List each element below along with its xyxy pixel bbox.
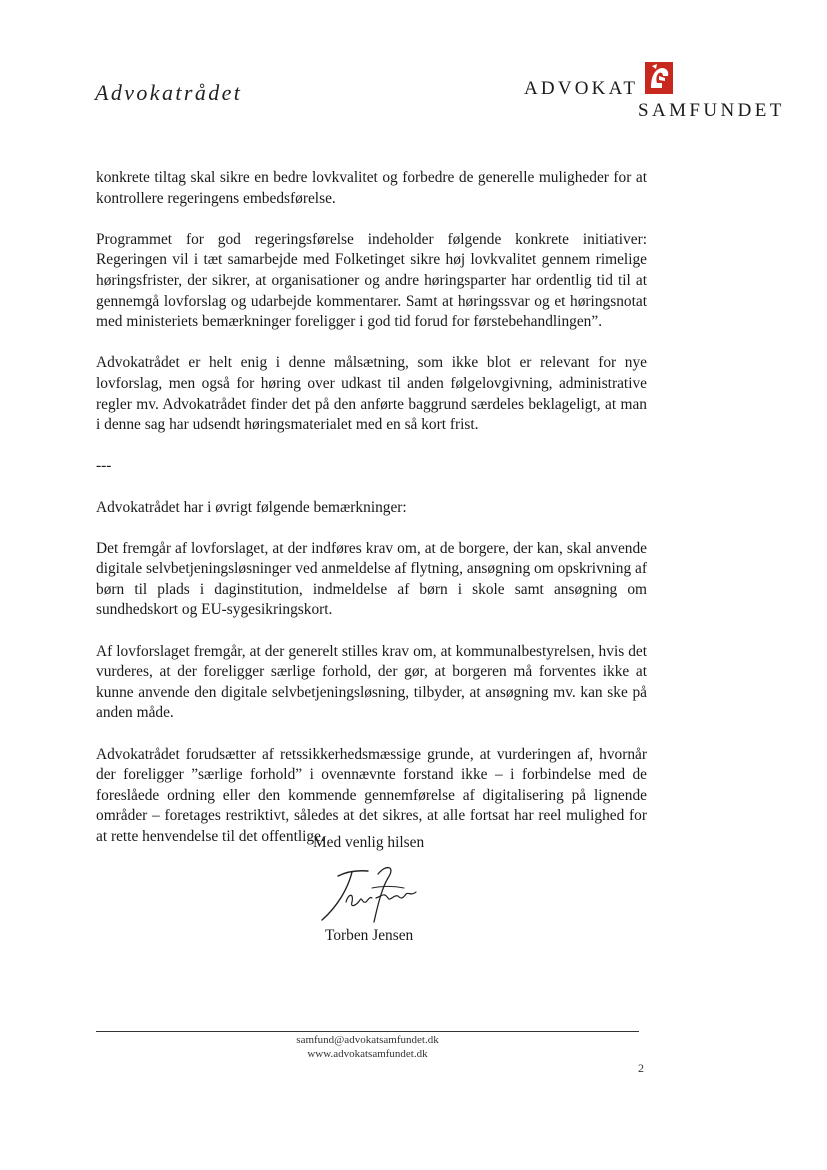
body-paragraph: Advokatrådet er helt enig i denne målsætning, som ikke blot er relevant for nye lovforslag, men også for høring over udkast til anden følgelovgivning, administrative regler mv. Advokatrådet finder det på den anførte baggrund særdeles beklageligt, at man i denne sag har udsendt høringsmaterialet med en så kort frist. [96,354,647,434]
letter-body [96,168,647,868]
body-paragraph: Det fremgår af lovforslaget, at der indføres krav om, at de borgere, der kan, skal anvende digitale selvbetjeningsløsninger ved anmeldelse af flytning, ansøgning om opskrivning af børn til plads i daginstitution, indmeldelse af børn i skole samt ansøgning om sundhedskort og EU-sygesikringskort. [96,539,647,619]
body-paragraph: Advokatrådet forudsætter af retssikkerhedsmæssige grunde, at vurderingen af, hvornår der foreligger ”særlige forhold” i ovennævnte forstand ikke – i forbindelse med de foreslåede ordning eller den kommende gennemførelse af digitalisering på lignende områder – foretages restriktivt, således at det sikres, at alle fortsat har reel mulighed for at rette henvendelse til det offentlige. [96,745,647,845]
body-paragraph: konkrete tiltag skal sikre en bedre lovkvalitet og forbedre de generelle muligheder for at kontrollere regeringens embedsførelse. [96,169,647,207]
footer-website[interactable]: www.advokatsamfundet.dk [307,1048,428,1060]
closing-salutation: Med venlig hilsen [313,834,425,851]
body-paragraph: Programmet for god regeringsførelse indeholder følgende konkrete initiativer: Regeringen vil i tæt samarbejde med Folketinget sikre høj lovkvalitet gennem rimelige høringsfrister, der sikrer, at organisationer og andre høringsparter har ordentlig tid til at gennemgå lovforslag og udarbejde kommentarer. Samt at høringssvar og et høringsnotat med ministeriets bemærkninger foreligger i god tid forud for førstebehandlingen”. [96,230,647,331]
handwritten-signature [316,858,436,928]
section-separator: --- [96,457,112,475]
logo-text-line2: SAMFUNDET [638,100,785,121]
footer-divider [96,1031,639,1032]
helmet-emblem-icon [645,62,673,94]
signer-name: Torben Jensen [325,927,414,944]
footer-email[interactable]: samfund@advokatsamfundet.dk [296,1034,439,1046]
logo-text-line1: ADVOKAT [524,78,639,99]
body-paragraph: Advokatrådet har i øvrigt følgende bemærkninger: [96,498,407,516]
page-number: 2 [638,1061,644,1075]
header-title: Advokatrådet [95,80,243,105]
body-paragraph: Af lovforslaget fremgår, at der generelt stilles krav om, at kommunalbestyrelsen, hvis det vurderes, at der foreligger særlige forhold, der gør, at borgeren må forventes ikke at kunne anvende den digitale selvbetjeningsløsning, tilbyder, at ansøgning mv. kan ske på anden måde. [96,642,647,722]
advokatsamfundet-logo [524,62,784,126]
